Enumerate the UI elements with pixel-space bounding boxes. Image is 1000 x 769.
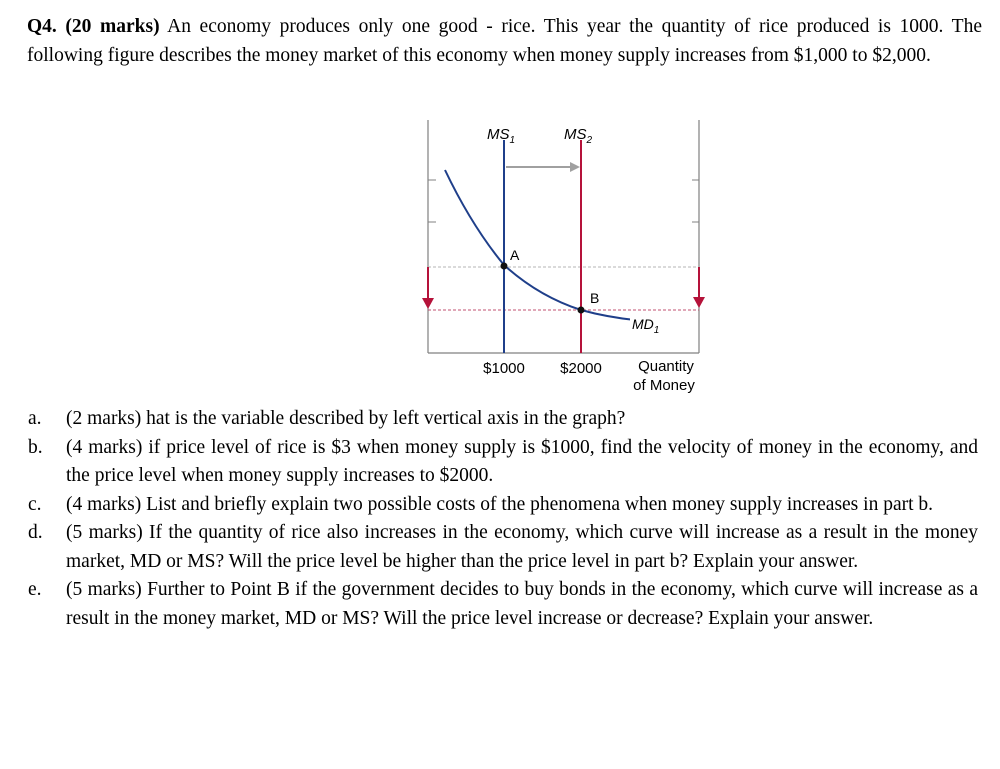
question-label: Q4. (20 marks): [27, 16, 160, 37]
part-letter: b.: [28, 436, 43, 458]
x-tick-1000: $1000: [483, 360, 525, 377]
part-text: (2 marks) hat is the variable described by left vertical axis in the graph?: [66, 408, 626, 429]
question-text: [27, 13, 982, 70]
part-letter: d.: [28, 522, 43, 543]
x-tick-2000: $2000: [560, 360, 602, 377]
ms2-label: $MS_2$: [564, 126, 593, 146]
md1-curve: [445, 170, 660, 322]
part-e: [28, 576, 978, 633]
question-parts: [28, 405, 978, 633]
part-text: (5 marks) If the quantity of rice also increases in the economy, which curve will increase as a result in the money market, MD or MS? Will the price level be higher than the price level in part b? Explain your answer.: [66, 522, 978, 572]
ms1-label: $MS_1$: [487, 126, 516, 146]
part-letter: a.: [28, 408, 42, 429]
part-text: (5 marks) Further to Point B if the government decides to buy bonds in the economy, which curve will increase as a result in the money market, MD or MS? Will the price level increase or decrease? Explain your answer.: [66, 579, 978, 629]
part-letter: e.: [28, 579, 42, 600]
part-b: [28, 434, 978, 491]
x-axis-label-line2: of Money: [633, 377, 695, 394]
part-text: (4 marks) List and briefly explain two possible costs of the phenomena when money supply increases in part b.: [66, 493, 934, 515]
question-body: An economy produces only one good - rice. This year the quantity of rice produced is 1000. The following figure describes the money market of this economy when money supply increases from $1,000 to $2,000.: [27, 16, 982, 66]
point-a-label: A: [510, 247, 520, 263]
right-price-arrow-head: [693, 297, 705, 308]
point-a-dot: [501, 263, 508, 270]
md1-label: $MD_1$: [632, 316, 660, 336]
part-letter: c.: [28, 493, 42, 515]
left-price-arrow-head: [422, 298, 434, 309]
x-axis-label-line1: Quantity: [638, 358, 694, 375]
money-market-figure: [410, 112, 720, 402]
part-c: [28, 491, 978, 520]
shift-arrow-head: [570, 162, 580, 172]
point-b-label: B: [590, 290, 600, 306]
part-a: [28, 405, 978, 434]
part-text: (4 marks) if price level of rice is $3 when money supply is $1000, find the velocity of money in the economy, and the price level when money supply increases to $2000.: [66, 436, 978, 486]
part-d: [28, 519, 978, 576]
point-b-dot: [578, 307, 585, 314]
